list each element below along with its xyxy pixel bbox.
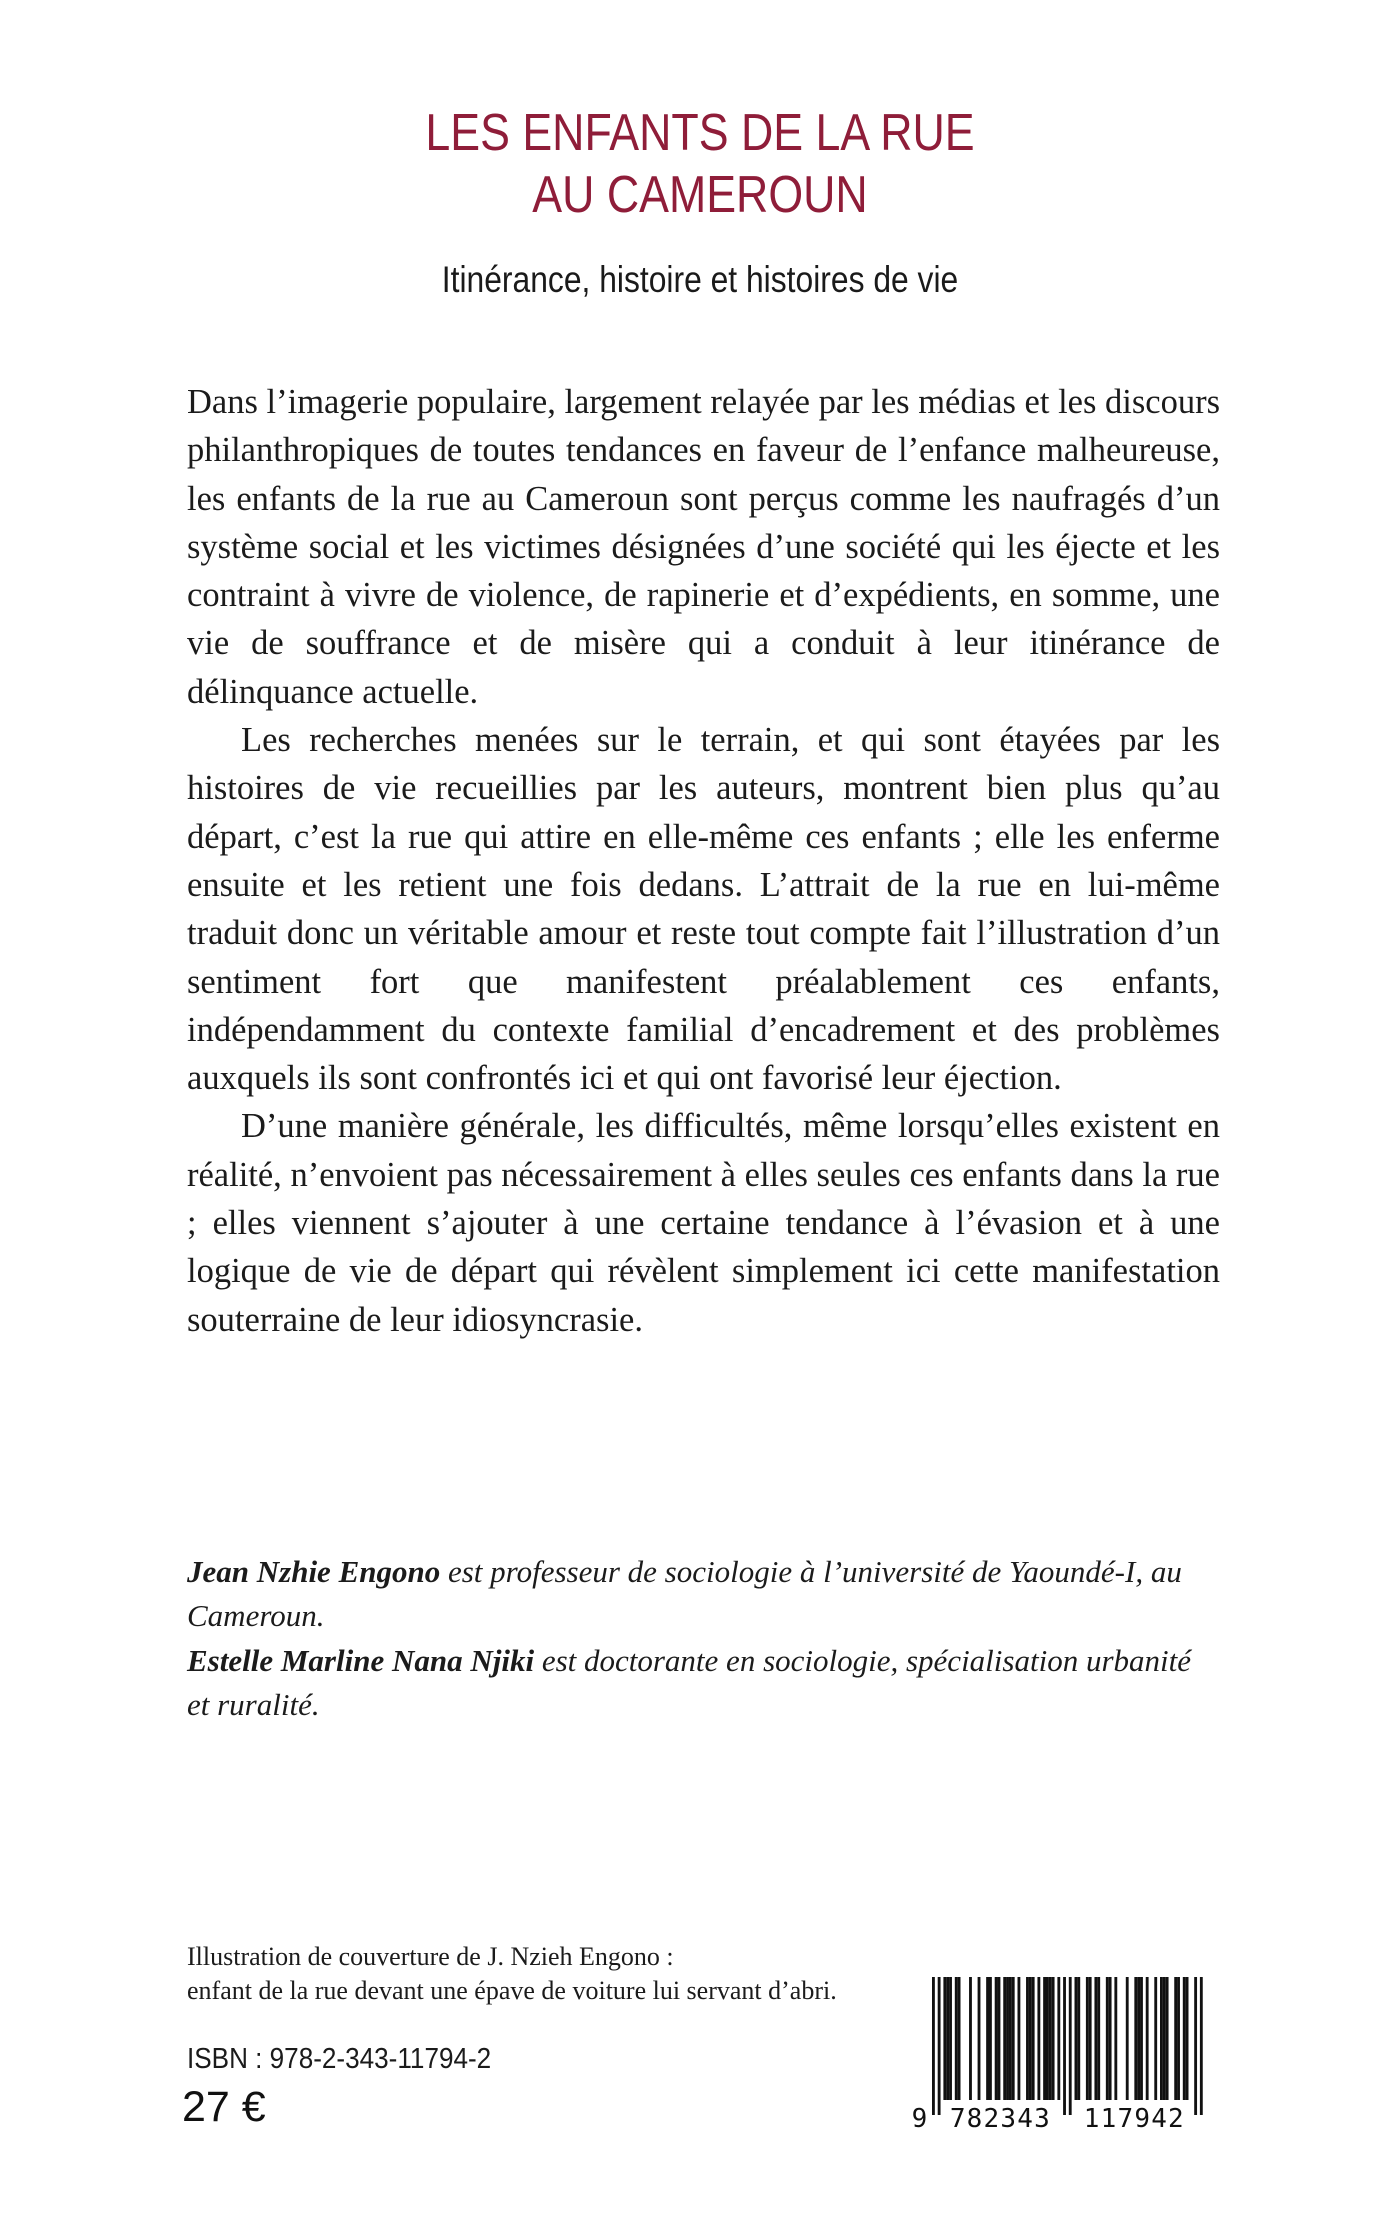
- book-title-line-1: LES ENFANTS DE LA RUE: [425, 104, 975, 162]
- blurb-paragraph-2: Les recherches menées sur le terrain, et qui sont étayées par les histoires de vie recueillies par les auteurs, montrent bien plus qu’au départ, c’est la rue qui attire en elle-même ces enfants ; elle les enferme ensuite et les retient une fois dedans. L’attrait de la rue en lui-même traduit donc un véritable amour et reste tout compte fait l’illustration d’un sentiment fort que manifestent préalablement ces enfants, indépendamment du contexte familial d’encadrement et des problèmes auxquels ils sont confrontés ici et qui ont favorisé leur éjection.: [187, 721, 1220, 1098]
- author-description-1: est professeur de sociologie à l’université de Yaoundé-I, au Cameroun.: [187, 1554, 1182, 1634]
- author-description-2: est doctorante en sociologie, spécialisation urbanité et ruralité.: [187, 1642, 1191, 1722]
- author-bio-2: [187, 1639, 1220, 1728]
- svg-text:117942: 117942: [1083, 2104, 1185, 2134]
- price-label: 27 €: [182, 2083, 266, 2131]
- cover-illustration-credit: [187, 1940, 907, 2008]
- credit-line-1: Illustration de couverture de J. Nzieh Engono :: [187, 1942, 674, 1971]
- svg-text:9: 9: [911, 2104, 929, 2134]
- author-bios: [187, 1550, 1220, 1727]
- book-title-line-2: AU CAMEROUN: [532, 166, 868, 224]
- author-bio-1: [187, 1550, 1220, 1639]
- ean13-barcode: [908, 1975, 1208, 2135]
- barcode-graphic: [908, 1975, 1208, 2135]
- author-name-1: Jean Nzhie Engono: [187, 1554, 441, 1589]
- author-name-2: Estelle Marline Nana Njiki: [187, 1642, 535, 1678]
- blurb-paragraph-3: D’une manière générale, les difficultés, même lorsqu’elles existent en réalité, n’envoient pas nécessairement à elles seules ces enfants dans la rue ; elles viennent s’ajouter à une certaine tendance à l’évasion et à une logique de vie de départ qui révèlent simplement ici cette manifestation souterraine de leur idiosyncrasie.: [187, 1107, 1220, 1339]
- book-subtitle: Itinérance, histoire et histoires de vie: [441, 259, 959, 300]
- credit-line-2: enfant de la rue devant une épave de voiture lui servant d’abri.: [187, 1976, 837, 2005]
- svg-text:782343: 782343: [949, 2104, 1051, 2134]
- isbn-label: ISBN : 978-2-343-11794-2: [187, 2043, 492, 2075]
- blurb: [187, 378, 1220, 1344]
- blurb-paragraph-1: Dans l’imagerie populaire, largement relayée par les médias et les discours philanthropiques de toutes tendances en faveur de l’enfance malheureuse, les enfants de la rue au Cameroun sont perçus comme les naufragés d’un système social et les victimes désignées d’une société qui les éjecte et les contraint à vivre de violence, de rapinerie et d’expédients, en somme, une vie de souffrance et de misère qui a conduit à leur itinérance de délinquance actuelle.: [187, 383, 1221, 711]
